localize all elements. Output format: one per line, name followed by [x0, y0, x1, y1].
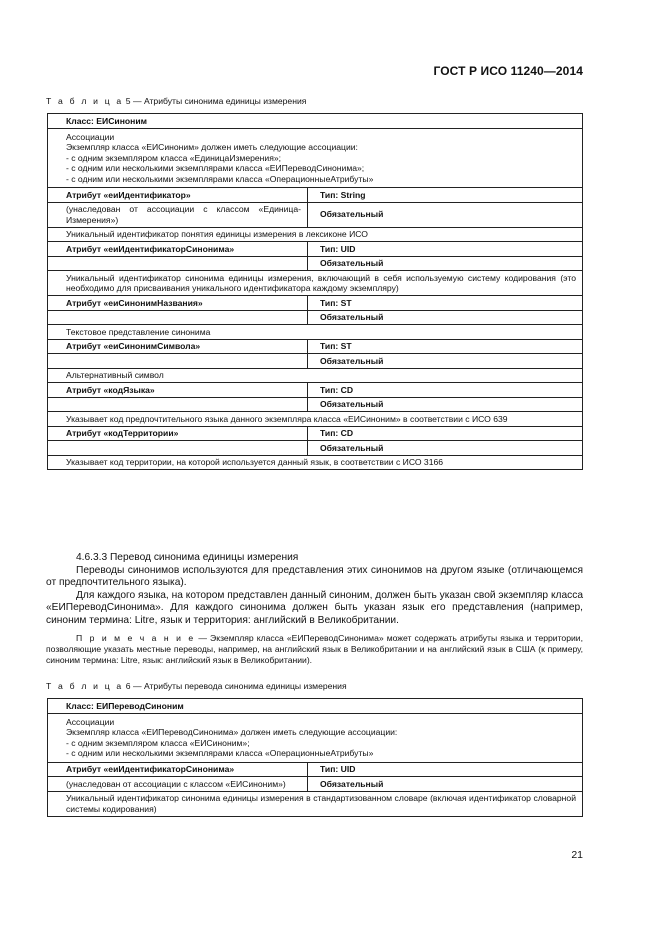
attr-description: Уникальный идентификатор понятия единицы измерения в лексиконе ИСО [48, 227, 583, 242]
table-5 [47, 113, 583, 470]
table-row [48, 325, 583, 340]
attr-required: Обязательный [308, 354, 583, 369]
attr-description: Уникальный идентификатор синонима единицы измерения в стандартизованном словаре (включая идентификатор словарной системы кодирования) [48, 791, 583, 816]
attr-note: (унаследован от ассоциации с классом «ЕИСиноним») [48, 777, 308, 792]
table-row [48, 762, 583, 777]
attr-required: Обязательный [308, 441, 583, 456]
assoc-line: Ассоциации [66, 716, 115, 727]
table-row [48, 339, 583, 354]
attr-description: Уникальный идентификатор синонима единицы измерения, включающий в себя используемую систему кодирования (это необходимо для присваивания уникального идентификатора каждому экземпляру) [48, 271, 583, 296]
table-row [48, 202, 583, 227]
attr-note [48, 397, 308, 412]
attr-description: Текстовое представление синонима [48, 325, 583, 340]
table-row [48, 412, 583, 427]
attr-description: Указывает код предпочтительного языка данного экземпляра класса «ЕИСиноним» в соответствии с ИСО 639 [48, 412, 583, 427]
assoc-line: - с одним экземпляром класса «ЕдиницаИзмерения»; [66, 152, 282, 163]
table-row [48, 242, 583, 257]
attr-note [48, 256, 308, 271]
paragraph: Переводы синонимов используются для представления этих синонимов на другом языке (отличающемся от предпочтительного языка). [46, 564, 583, 589]
table-6 [47, 698, 583, 817]
attr-type: Тип: UID [308, 242, 583, 257]
table-row [48, 699, 583, 714]
attr-name: Атрибут «еиИдентификаторСинонима» [48, 762, 308, 777]
table-5-caption-prefix: Т а б л и ц а [46, 96, 124, 106]
table-row [48, 368, 583, 383]
attr-required: Обязательный [308, 310, 583, 325]
attr-note [48, 310, 308, 325]
attr-name: Атрибут «еиСинонимСимвола» [48, 339, 308, 354]
associations-cell [48, 128, 583, 188]
assoc-line: Экземпляр класса «ЕИСиноним» должен иметь следующие ассоциации: [66, 142, 358, 152]
table-row [48, 441, 583, 456]
attr-required: Обязательный [308, 202, 583, 227]
attr-type: Тип: CD [308, 426, 583, 441]
attr-type: Тип: ST [308, 339, 583, 354]
table-row [48, 426, 583, 441]
table-5-caption-text: 5 — Атрибуты синонима единицы измерения [123, 96, 307, 106]
assoc-line: - с одним экземпляром класса «ЕИСиноним»; [66, 737, 250, 748]
attr-type: Тип: String [308, 188, 583, 203]
table-row [48, 777, 583, 792]
table-6-caption-prefix: Т а б л и ц а [46, 681, 124, 691]
attr-type: Тип: UID [308, 762, 583, 777]
table-row [48, 296, 583, 311]
table-row [48, 227, 583, 242]
attr-type: Тип: ST [308, 296, 583, 311]
attr-type: Тип: CD [308, 383, 583, 398]
attr-name: Атрибут «еиИдентификатор» [48, 188, 308, 203]
attr-name: Атрибут «еиСинонимНазвания» [48, 296, 308, 311]
table-row [48, 271, 583, 296]
table-row [48, 188, 583, 203]
note-text: — Экземпляр класса «ЕИПереводСинонима» может содержать атрибуты языка и территории, позволяющие указать местные переводы, например, на английский язык в Великобритании и на английский язык в США (к примеру, синоним термина: Litre, язык: английский язык в Великобритании). [46, 633, 583, 666]
table-row [48, 114, 583, 129]
note [46, 633, 583, 667]
table-row [48, 128, 583, 188]
attr-name: Атрибут «кодЯзыка» [48, 383, 308, 398]
table-row [48, 455, 583, 470]
class-label: Класс: ЕИСиноним [48, 114, 583, 129]
page-number: 21 [571, 849, 583, 861]
table-6-caption [46, 681, 347, 691]
assoc-line: - с одним или несколькими экземплярами класса «ЕИПереводСинонима»; [66, 163, 365, 173]
table-row [48, 256, 583, 271]
table-row [48, 713, 583, 762]
associations-cell [48, 713, 583, 762]
attr-required: Обязательный [308, 397, 583, 412]
attr-note: (унаследован от ассоциации с классом «Единица-Измерения») [48, 202, 308, 227]
section-heading: 4.6.3.3 Перевод синонима единицы измерения [76, 552, 299, 563]
class-label: Класс: ЕИПереводСиноним [48, 699, 583, 714]
paragraph: Для каждого языка, на котором представлен данный синоним, должен быть указан свой экземпляр класса «ЕИПереводСинонима». Для каждого синонима должен быть указан язык его представления (например, синоним термина: Litre, язык и территория: английский в Великобритании. [46, 589, 583, 626]
assoc-line: - с одним или несколькими экземплярами класса «ОперационныеАтрибуты» [66, 748, 374, 758]
section-body [46, 552, 583, 628]
assoc-line: Экземпляр класса «ЕИПереводСинонима» должен иметь следующие ассоциации: [66, 727, 398, 737]
table-row [48, 397, 583, 412]
attr-description: Указывает код территории, на которой используется данный язык, в соответствии с ИСО 3166 [48, 455, 583, 470]
table-5-caption [46, 96, 306, 106]
note-prefix: П р и м е ч а н и е [76, 633, 196, 643]
attr-name: Атрибут «еиИдентификаторСинонима» [48, 242, 308, 257]
attr-note [48, 354, 308, 369]
attr-required: Обязательный [308, 256, 583, 271]
table-row [48, 310, 583, 325]
attr-name: Атрибут «кодТерритории» [48, 426, 308, 441]
attr-description: Альтернативный символ [48, 368, 583, 383]
assoc-line: - с одним или несколькими экземплярами класса «ОперационныеАтрибуты» [66, 173, 374, 184]
table-row [48, 354, 583, 369]
assoc-line: Ассоциации [66, 131, 115, 142]
table-6-caption-text: 6 — Атрибуты перевода синонима единицы измерения [123, 681, 347, 691]
attr-note [48, 441, 308, 456]
attr-required: Обязательный [308, 777, 583, 792]
table-row [48, 383, 583, 398]
document-header: ГОСТ Р ИСО 11240—2014 [433, 64, 583, 78]
table-row [48, 791, 583, 816]
